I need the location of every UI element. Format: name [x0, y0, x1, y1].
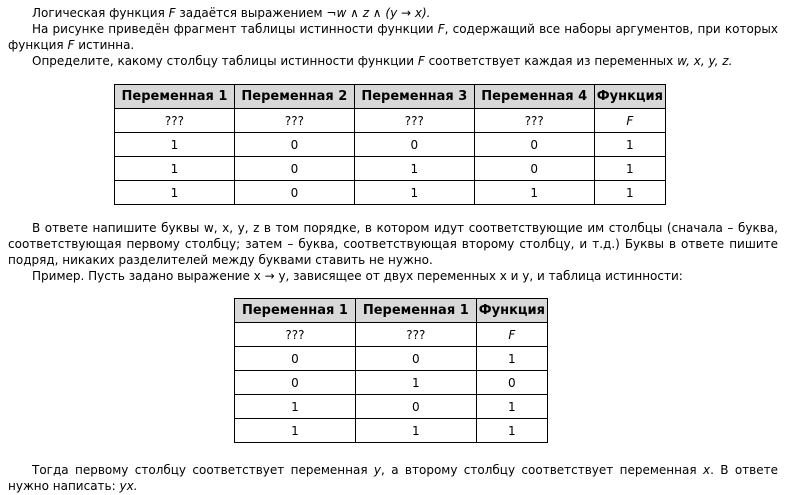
table-cell: 0	[234, 133, 354, 157]
function-expression: ¬w ∧ z ∧ (y → x).	[326, 6, 431, 20]
table-cell: 1	[235, 395, 356, 419]
table-cell: ???	[474, 109, 594, 133]
conclusion-text: Тогда первому столбцу соответствует переменная	[32, 463, 368, 477]
table-cell: 1	[235, 419, 356, 443]
table-row	[235, 419, 548, 443]
table-header: Функция	[594, 85, 665, 109]
table-cell: 0	[235, 347, 356, 371]
table-header-row	[115, 85, 666, 109]
table-cell: ???	[234, 109, 354, 133]
table-cell: ???	[355, 323, 476, 347]
table-cell: 1	[594, 157, 665, 181]
task-intro	[8, 5, 778, 21]
table-cell: ???	[115, 109, 235, 133]
table-cell: 1	[476, 395, 547, 419]
table-cell: 0	[235, 371, 356, 395]
example-answer: yx.	[119, 479, 138, 493]
desc-text-3: истинна.	[78, 38, 135, 52]
table-cell: ???	[354, 109, 474, 133]
function-name-3: F	[67, 38, 75, 52]
variable-y: y	[373, 463, 382, 477]
desc-text-2: , содержащий все наборы аргументов, при которых функция	[8, 22, 778, 52]
table-cell: 1	[594, 133, 665, 157]
table-header: Переменная 3	[354, 85, 474, 109]
table-row	[235, 347, 548, 371]
table-row	[115, 157, 666, 181]
table-cell: 0	[354, 133, 474, 157]
question-text-2: соответствует каждая из переменных	[428, 54, 674, 68]
table-header: Переменная 4	[474, 85, 594, 109]
table-header: Переменная 1	[115, 85, 235, 109]
table-cell: ???	[235, 323, 356, 347]
table-cell: F	[476, 323, 547, 347]
conclusion-text-2: , а второму столбцу соответствует переменная	[381, 463, 697, 477]
table-cell: F	[594, 109, 665, 133]
table-cell: 1	[355, 419, 476, 443]
table-cell: 0	[355, 395, 476, 419]
task-question	[8, 53, 778, 69]
table-cell: 1	[354, 181, 474, 205]
desc-text: На рисунке приведён фрагмент таблицы истинности функции	[32, 22, 434, 36]
intro-text-2: задаётся выражением	[179, 6, 323, 20]
table-cell: 1	[354, 157, 474, 181]
table-cell: 0	[474, 157, 594, 181]
table-cell: 1	[115, 157, 235, 181]
table-cell: 0	[234, 157, 354, 181]
table-cell: 1	[115, 133, 235, 157]
table-cell: 1	[115, 181, 235, 205]
table-cell: 0	[234, 181, 354, 205]
table-cell: 0	[476, 371, 547, 395]
table-cell: 1	[476, 419, 547, 443]
table-cell: 1	[474, 181, 594, 205]
truth-table-example	[234, 298, 548, 443]
table-header-row	[235, 299, 548, 323]
table-cell: 1	[594, 181, 665, 205]
table-header: Переменная 1	[355, 299, 476, 323]
table-row	[235, 323, 548, 347]
table-cell: 0	[474, 133, 594, 157]
question-text: Определите, какому столбцу таблицы истинности функции	[32, 54, 414, 68]
function-name-4: F	[417, 54, 425, 68]
table-header: Переменная 1	[235, 299, 356, 323]
answer-instructions	[8, 220, 778, 268]
table-row	[235, 371, 548, 395]
instructions-text: В ответе напишите буквы w, x, y, z в том порядке, в котором идут соответствующие им столбцы (сначала – буква, соответствующая первому столбцу; затем – буква, соответствующая второму столбцу, и т.д.) Буквы в ответе пишите подряд, никаких разделителей между буквами ставить не нужно.	[8, 221, 778, 267]
variable-list: w, x, y, z.	[677, 54, 733, 68]
table-row	[115, 133, 666, 157]
table-cell: 0	[355, 347, 476, 371]
truth-table-main	[114, 84, 666, 205]
example-text: Пример. Пусть задано выражение x → y, зависящее от двух переменных x и y, и таблица истинности:	[32, 269, 683, 283]
table-row	[115, 181, 666, 205]
table-cell: 1	[476, 347, 547, 371]
function-name-2: F	[437, 22, 445, 36]
table-header: Переменная 2	[234, 85, 354, 109]
function-name: F	[168, 6, 176, 20]
conclusion	[8, 462, 778, 494]
table-cell: 1	[355, 371, 476, 395]
intro-text: Логическая функция	[32, 6, 165, 20]
task-description	[8, 21, 778, 53]
table-row	[115, 109, 666, 133]
table-header: Функция	[476, 299, 547, 323]
conclusion-text-3: . В ответе нужно написать:	[8, 463, 778, 493]
example-intro	[8, 268, 778, 284]
variable-x: x	[702, 463, 711, 477]
table-row	[235, 395, 548, 419]
